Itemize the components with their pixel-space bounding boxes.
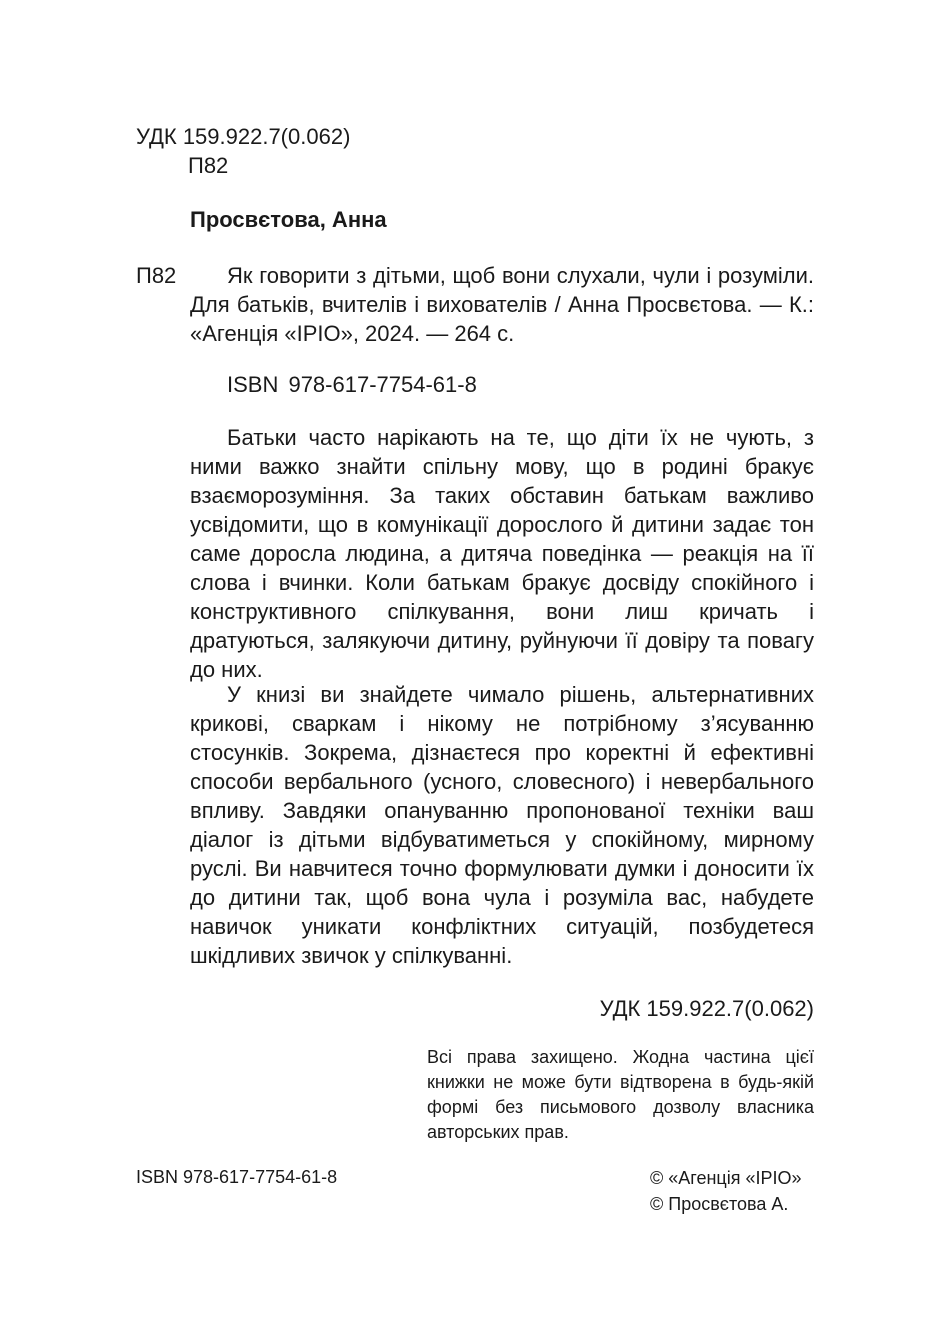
annotation-paragraph-1: Батьки часто нарікають на те, що діти їх не чують, з ними важко знайти спільну мову, що в родині бракує взаєморозуміння. За таких обставин батькам важливо усвідомити, що в комунікації дорослого й дитини задає тон саме доросла людина, а дитяча поведінка — реакція на її слова і вчинки. Коли батькам бракує досвіду спокійного і конструктивного спілкування, вони лиш кричать і дратуються, залякуючи дитину, руйнуючи її довіру та повагу до них. (190, 425, 814, 682)
author-mark-side: П82 (136, 263, 177, 288)
udk-code-bottom: УДК 159.922.7(0.062) (599, 996, 814, 1021)
copyright-publisher: © «Агенція «ІРІО» (650, 1168, 802, 1188)
udk-code-top: УДК 159.922.7(0.062) (136, 124, 351, 149)
isbn-footer: ISBN 978-617-7754-61-8 (136, 1167, 338, 1187)
isbn-main: ISBN 978-617-7754-61-8 (227, 372, 477, 397)
author-mark-top: П82 (188, 153, 229, 178)
author-name-heading: Просвєтова, Анна (190, 207, 387, 232)
rights-notice: Всі права захищено. Жодна частина цієї книжки не може бути відтворена в будь-якій формі без письмового дозволу власника авторських прав. (427, 1047, 814, 1142)
copyright-block (650, 1165, 802, 1217)
annotation-paragraph-2: У книзі ви знайдете чимало рішень, альтернативних крикові, сваркам і нікому не потрібному з’ясуванню стосунків. Зокрема, дізнаєтеся про коректні й ефективні способи вербального (усного, словесного) і невербального впливу. Завдяки опануванню пропонованої техніки ваш діалог із дітьми відбуватиметься у спокійному, мирному руслі. Ви навчитеся точно формулювати думки і доносити їх до дитини так, щоб вона чула і розуміла вас, набудете навичок уникати конфліктних ситуацій, позбудетеся шкідливих звичок у спілкуванні. (190, 682, 814, 968)
bibliographic-description: Як говорити з дітьми, щоб вони слухали, чули і розуміли. Для батьків, вчителів і вихователів / Анна Просвєтова. — К.: «Агенція «ІРІО», 2024. — 264 с. (190, 263, 814, 346)
copyright-author: © Просвєтова А. (650, 1194, 789, 1214)
